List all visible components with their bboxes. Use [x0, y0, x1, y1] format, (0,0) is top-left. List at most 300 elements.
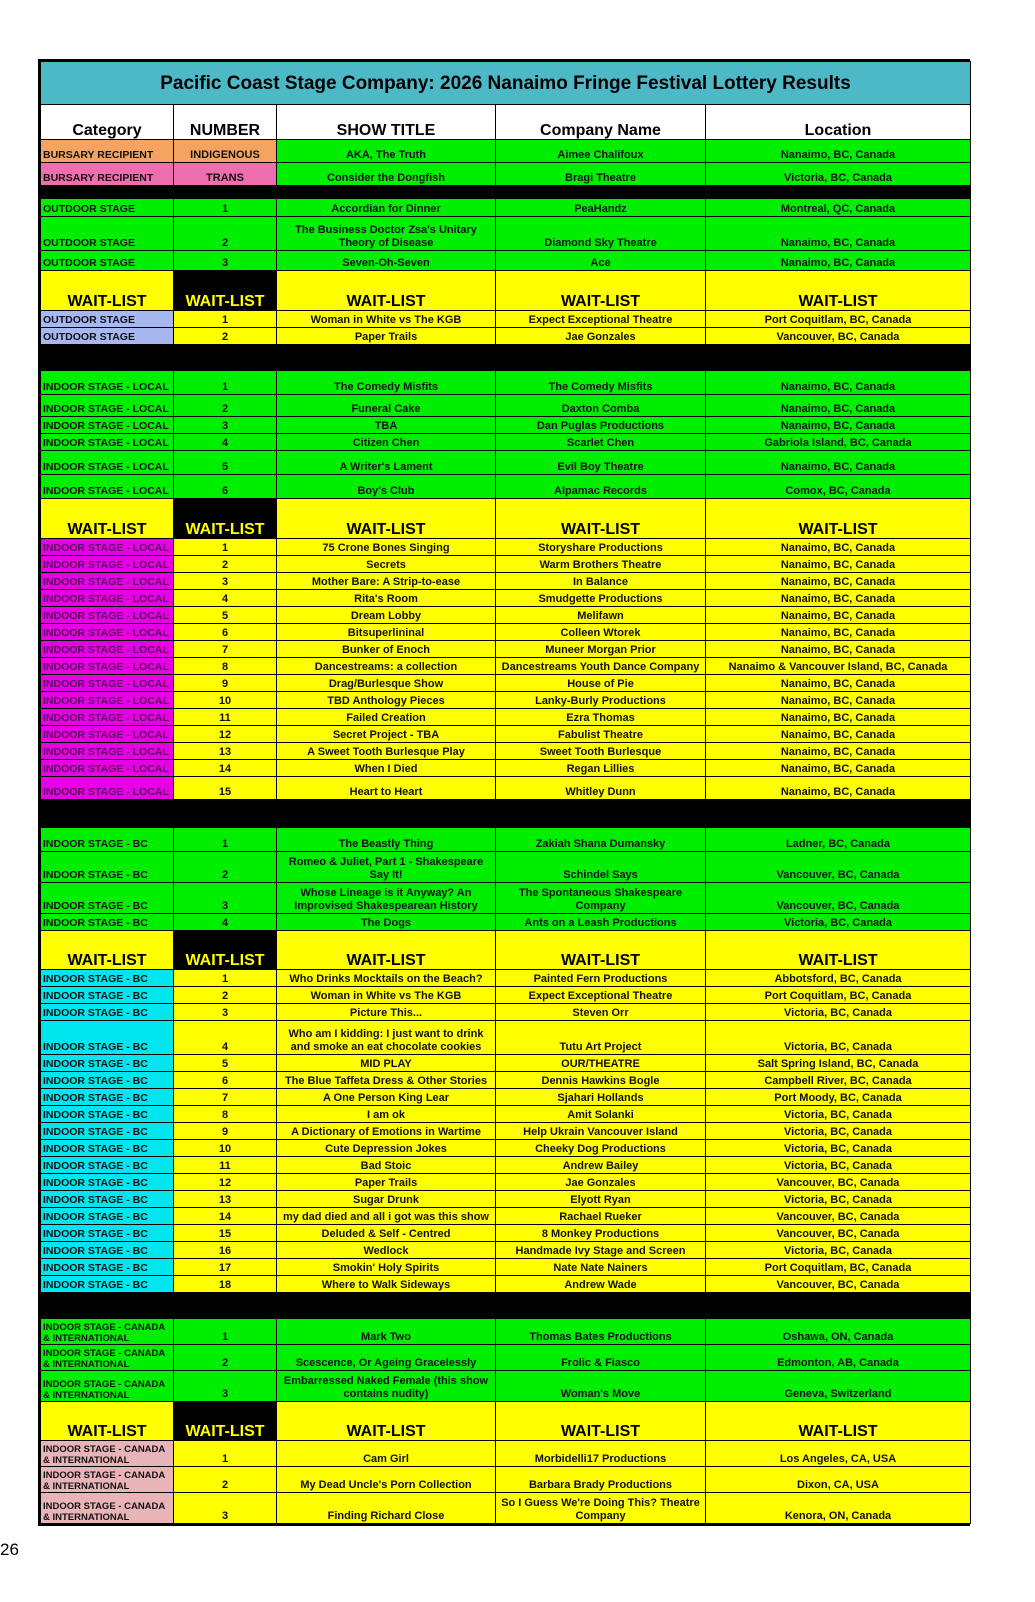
table-row [41, 556, 971, 573]
table-row [41, 709, 971, 726]
table-row [41, 417, 971, 434]
location-cell: Victoria, BC, Canada [706, 1140, 971, 1157]
company-cell: Barbara Brady Productions [496, 1467, 706, 1493]
category-cell: INDOOR STAGE - LOCAL [41, 590, 174, 607]
company-cell: Dan Puglas Productions [496, 417, 706, 434]
number-cell: 2 [174, 852, 277, 883]
number-cell: 2 [174, 328, 277, 345]
header-company-name: Company Name [496, 105, 706, 140]
location-cell: Nanaimo, BC, Canada [706, 641, 971, 658]
number-cell: 7 [174, 641, 277, 658]
table-row [41, 199, 971, 217]
show-title-cell: A One Person King Lear [277, 1089, 496, 1106]
table-row [41, 914, 971, 931]
category-cell: INDOOR STAGE - BC [41, 1174, 174, 1191]
number-cell: 6 [174, 1072, 277, 1089]
table-row [41, 163, 971, 186]
category-cell: INDOOR STAGE - LOCAL [41, 556, 174, 573]
category-cell: BURSARY RECIPIENT [41, 163, 174, 186]
separator-bar [41, 1293, 971, 1319]
show-title-cell: Where to Walk Sideways [277, 1276, 496, 1293]
location-cell: Nanaimo, BC, Canada [706, 217, 971, 251]
category-cell: INDOOR STAGE - BC [41, 1089, 174, 1106]
category-cell: INDOOR STAGE - BC [41, 1208, 174, 1225]
table-row [41, 251, 971, 271]
separator-bar [41, 800, 971, 828]
location-cell: Geneva, Switzerland [706, 1371, 971, 1402]
company-cell: The Spontaneous Shakespeare Company [496, 883, 706, 914]
location-cell: Los Angeles, CA, USA [706, 1441, 971, 1467]
sheet-title: Pacific Coast Stage Company: 2026 Nanaimo Fringe Festival Lottery Results [41, 62, 971, 105]
company-cell: Smudgette Productions [496, 590, 706, 607]
category-cell: INDOOR STAGE - BC [41, 1276, 174, 1293]
show-title-cell: The Beastly Thing [277, 828, 496, 852]
company-cell: Frolic & Fiasco [496, 1345, 706, 1371]
table-row [41, 760, 971, 777]
location-cell: Victoria, BC, Canada [706, 1021, 971, 1055]
waitlist-company: WAIT-LIST [496, 271, 706, 311]
number-cell: 14 [174, 760, 277, 777]
show-title-cell: Whose Lineage is it Anyway? An Improvised Shakespearean History [277, 883, 496, 914]
location-cell: Nanaimo, BC, Canada [706, 140, 971, 163]
section-separator [41, 186, 971, 199]
waitlist-location: WAIT-LIST [706, 931, 971, 970]
location-cell: Edmonton, AB, Canada [706, 1345, 971, 1371]
table-row [41, 675, 971, 692]
category-cell: BURSARY RECIPIENT [41, 140, 174, 163]
show-title-cell: Rita's Room [277, 590, 496, 607]
location-cell: Kenora, ON, Canada [706, 1493, 971, 1524]
company-cell: Aimee Chalifoux [496, 140, 706, 163]
company-cell: Tutu Art Project [496, 1021, 706, 1055]
number-cell: 1 [174, 1319, 277, 1345]
section-separator [41, 345, 971, 371]
number-cell: 4 [174, 434, 277, 451]
number-cell: 5 [174, 1055, 277, 1072]
table-row [41, 140, 971, 163]
company-cell: 8 Monkey Productions [496, 1225, 706, 1242]
table-row [41, 1004, 971, 1021]
waitlist-category: WAIT-LIST [41, 931, 174, 970]
company-cell: Diamond Sky Theatre [496, 217, 706, 251]
category-cell: INDOOR STAGE - LOCAL [41, 675, 174, 692]
location-cell: Gabriola Island, BC, Canada [706, 434, 971, 451]
number-cell: 3 [174, 251, 277, 271]
category-cell: OUTDOOR STAGE [41, 199, 174, 217]
company-cell: Steven Orr [496, 1004, 706, 1021]
number-cell: 6 [174, 475, 277, 499]
category-cell: INDOOR STAGE - CANADA & INTERNATIONAL [41, 1319, 174, 1345]
table-row [41, 1345, 971, 1371]
location-cell: Nanaimo, BC, Canada [706, 709, 971, 726]
company-cell: Alpamac Records [496, 475, 706, 499]
company-cell: Evil Boy Theatre [496, 451, 706, 475]
results-table [40, 61, 971, 1524]
number-cell: 8 [174, 658, 277, 675]
show-title-cell: Mother Bare: A Strip-to-ease [277, 573, 496, 590]
number-cell: 15 [174, 777, 277, 800]
page-number: 26 [0, 1540, 19, 1559]
category-cell: INDOOR STAGE - BC [41, 1242, 174, 1259]
location-cell: Dixon, CA, USA [706, 1467, 971, 1493]
table-row [41, 1276, 971, 1293]
category-cell: INDOOR STAGE - CANADA & INTERNATIONAL [41, 1493, 174, 1524]
number-cell: 9 [174, 1123, 277, 1140]
company-cell: Jae Gonzales [496, 328, 706, 345]
location-cell: Nanaimo, BC, Canada [706, 556, 971, 573]
show-title-cell: Romeo & Juliet, Part 1 - Shakespeare Say It! [277, 852, 496, 883]
company-cell: Scarlet Chen [496, 434, 706, 451]
show-title-cell: AKA, The Truth [277, 140, 496, 163]
category-cell: INDOOR STAGE - CANADA & INTERNATIONAL [41, 1441, 174, 1467]
location-cell: Victoria, BC, Canada [706, 914, 971, 931]
header-category: Category [41, 105, 174, 140]
company-cell: Fabulist Theatre [496, 726, 706, 743]
show-title-cell: Scescence, Or Ageing Gracelessly [277, 1345, 496, 1371]
show-title-cell: Drag/Burlesque Show [277, 675, 496, 692]
show-title-cell: Deluded & Self - Centred [277, 1225, 496, 1242]
number-cell: 13 [174, 743, 277, 760]
location-cell: Vancouver, BC, Canada [706, 1174, 971, 1191]
location-cell: Ladner, BC, Canada [706, 828, 971, 852]
waitlist-company: WAIT-LIST [496, 499, 706, 539]
location-cell: Campbell River, BC, Canada [706, 1072, 971, 1089]
number-cell: 5 [174, 607, 277, 624]
show-title-cell: Paper Trails [277, 328, 496, 345]
location-cell: Nanaimo & Vancouver Island, BC, Canada [706, 658, 971, 675]
show-title-cell: Dancestreams: a collection [277, 658, 496, 675]
waitlist-number: WAIT-LIST [174, 931, 277, 970]
waitlist-number: WAIT-LIST [174, 271, 277, 311]
waitlist-header-row [41, 499, 971, 539]
category-cell: INDOOR STAGE - LOCAL [41, 743, 174, 760]
waitlist-company: WAIT-LIST [496, 1402, 706, 1441]
company-cell: Woman's Move [496, 1371, 706, 1402]
category-cell: INDOOR STAGE - LOCAL [41, 641, 174, 658]
show-title-cell: Who Drinks Mocktails on the Beach? [277, 970, 496, 987]
company-cell: Melifawn [496, 607, 706, 624]
number-cell: 2 [174, 395, 277, 417]
number-cell: 4 [174, 590, 277, 607]
table-row [41, 451, 971, 475]
category-cell: INDOOR STAGE - LOCAL [41, 451, 174, 475]
show-title-cell: my dad died and all i got was this show [277, 1208, 496, 1225]
show-title-cell: The Blue Taffeta Dress & Other Stories [277, 1072, 496, 1089]
location-cell: Nanaimo, BC, Canada [706, 417, 971, 434]
waitlist-location: WAIT-LIST [706, 499, 971, 539]
company-cell: Elyott Ryan [496, 1191, 706, 1208]
number-cell: 13 [174, 1191, 277, 1208]
table-row [41, 1021, 971, 1055]
number-cell: 11 [174, 1157, 277, 1174]
location-cell: Nanaimo, BC, Canada [706, 777, 971, 800]
category-cell: INDOOR STAGE - LOCAL [41, 539, 174, 556]
location-cell: Oshawa, ON, Canada [706, 1319, 971, 1345]
category-cell: INDOOR STAGE - CANADA & INTERNATIONAL [41, 1467, 174, 1493]
category-cell: OUTDOOR STAGE [41, 328, 174, 345]
company-cell: Muneer Morgan Prior [496, 641, 706, 658]
table-row [41, 777, 971, 800]
category-cell: INDOOR STAGE - BC [41, 1140, 174, 1157]
company-cell: Amit Solanki [496, 1106, 706, 1123]
number-cell: 2 [174, 217, 277, 251]
category-cell: INDOOR STAGE - LOCAL [41, 417, 174, 434]
show-title-cell: MID PLAY [277, 1055, 496, 1072]
location-cell: Vancouver, BC, Canada [706, 852, 971, 883]
location-cell: Vancouver, BC, Canada [706, 1276, 971, 1293]
company-cell: Morbidelli17 Productions [496, 1441, 706, 1467]
category-cell: INDOOR STAGE - BC [41, 1123, 174, 1140]
table-row [41, 641, 971, 658]
show-title-cell: Citizen Chen [277, 434, 496, 451]
location-cell: Vancouver, BC, Canada [706, 883, 971, 914]
show-title-cell: Secrets [277, 556, 496, 573]
show-title-cell: Cute Depression Jokes [277, 1140, 496, 1157]
show-title-cell: Picture This... [277, 1004, 496, 1021]
show-title-cell: Consider the Dongfish [277, 163, 496, 186]
category-cell: INDOOR STAGE - CANADA & INTERNATIONAL [41, 1371, 174, 1402]
table-row [41, 1140, 971, 1157]
waitlist-show: WAIT-LIST [277, 1402, 496, 1441]
category-cell: INDOOR STAGE - LOCAL [41, 607, 174, 624]
number-cell: 1 [174, 539, 277, 556]
number-cell: 1 [174, 970, 277, 987]
category-cell: INDOOR STAGE - LOCAL [41, 709, 174, 726]
table-row [41, 658, 971, 675]
category-cell: OUTDOOR STAGE [41, 217, 174, 251]
number-cell: 3 [174, 1004, 277, 1021]
company-cell: Ants on a Leash Productions [496, 914, 706, 931]
location-cell: Nanaimo, BC, Canada [706, 743, 971, 760]
number-cell: 9 [174, 675, 277, 692]
company-cell: Schindel Says [496, 852, 706, 883]
category-cell: OUTDOOR STAGE [41, 311, 174, 328]
category-cell: INDOOR STAGE - BC [41, 1055, 174, 1072]
company-cell: Expect Exceptional Theatre [496, 311, 706, 328]
show-title-cell: Funeral Cake [277, 395, 496, 417]
company-cell: Sjahari Hollands [496, 1089, 706, 1106]
location-cell: Victoria, BC, Canada [706, 1242, 971, 1259]
waitlist-company: WAIT-LIST [496, 931, 706, 970]
category-cell: INDOOR STAGE - LOCAL [41, 573, 174, 590]
show-title-cell: Mark Two [277, 1319, 496, 1345]
company-cell: Expect Exceptional Theatre [496, 987, 706, 1004]
table-row [41, 1191, 971, 1208]
table-row [41, 1123, 971, 1140]
show-title-cell: Bad Stoic [277, 1157, 496, 1174]
section-separator [41, 800, 971, 828]
location-cell: Victoria, BC, Canada [706, 1106, 971, 1123]
title-row [41, 62, 971, 105]
lottery-results-sheet [38, 59, 970, 1526]
category-cell: INDOOR STAGE - BC [41, 1259, 174, 1276]
show-title-cell: Cam Girl [277, 1441, 496, 1467]
show-title-cell: A Writer's Lament [277, 451, 496, 475]
table-row [41, 1174, 971, 1191]
company-cell: Andrew Wade [496, 1276, 706, 1293]
company-cell: OUR/THEATRE [496, 1055, 706, 1072]
number-cell: 1 [174, 1441, 277, 1467]
table-row [41, 828, 971, 852]
table-row [41, 692, 971, 709]
category-cell: INDOOR STAGE - BC [41, 1021, 174, 1055]
company-cell: Whitley Dunn [496, 777, 706, 800]
location-cell: Abbotsford, BC, Canada [706, 970, 971, 987]
show-title-cell: Smokin' Holy Spirits [277, 1259, 496, 1276]
show-title-cell: Secret Project - TBA [277, 726, 496, 743]
show-title-cell: Accordian for Dinner [277, 199, 496, 217]
table-row [41, 970, 971, 987]
category-cell: INDOOR STAGE - BC [41, 883, 174, 914]
company-cell: Handmade Ivy Stage and Screen [496, 1242, 706, 1259]
waitlist-category: WAIT-LIST [41, 1402, 174, 1441]
category-cell: INDOOR STAGE - LOCAL [41, 658, 174, 675]
table-row [41, 1157, 971, 1174]
number-cell: 2 [174, 556, 277, 573]
category-cell: INDOOR STAGE - BC [41, 970, 174, 987]
location-cell: Port Coquitlam, BC, Canada [706, 987, 971, 1004]
company-cell: Help Ukrain Vancouver Island [496, 1123, 706, 1140]
category-cell: INDOOR STAGE - BC [41, 914, 174, 931]
number-cell: 1 [174, 311, 277, 328]
location-cell: Salt Spring Island, BC, Canada [706, 1055, 971, 1072]
number-cell: TRANS [174, 163, 277, 186]
table-row [41, 743, 971, 760]
show-title-cell: The Dogs [277, 914, 496, 931]
number-cell: 5 [174, 451, 277, 475]
number-cell: 4 [174, 914, 277, 931]
number-cell: 3 [174, 417, 277, 434]
number-cell: 12 [174, 1174, 277, 1191]
header-show-title: SHOW TITLE [277, 105, 496, 140]
location-cell: Nanaimo, BC, Canada [706, 624, 971, 641]
location-cell: Victoria, BC, Canada [706, 163, 971, 186]
company-cell: Sweet Tooth Burlesque [496, 743, 706, 760]
company-cell: Ace [496, 251, 706, 271]
company-cell: Dennis Hawkins Bogle [496, 1072, 706, 1089]
category-cell: INDOOR STAGE - LOCAL [41, 624, 174, 641]
number-cell: 8 [174, 1106, 277, 1123]
table-row [41, 726, 971, 743]
show-title-cell: Embarressed Naked Female (this show contains nudity) [277, 1371, 496, 1402]
location-cell: Nanaimo, BC, Canada [706, 371, 971, 395]
location-cell: Vancouver, BC, Canada [706, 1208, 971, 1225]
show-title-cell: The Business Doctor Zsa's Unitary Theory of Disease [277, 217, 496, 251]
waitlist-show: WAIT-LIST [277, 931, 496, 970]
table-row [41, 1208, 971, 1225]
location-cell: Port Moody, BC, Canada [706, 1089, 971, 1106]
company-cell: Bragi Theatre [496, 163, 706, 186]
number-cell: 6 [174, 624, 277, 641]
number-cell: 2 [174, 987, 277, 1004]
show-title-cell: Failed Creation [277, 709, 496, 726]
table-row [41, 328, 971, 345]
show-title-cell: A Sweet Tooth Burlesque Play [277, 743, 496, 760]
table-row [41, 1055, 971, 1072]
company-cell: Daxton Comba [496, 395, 706, 417]
location-cell: Port Coquitlam, BC, Canada [706, 1259, 971, 1276]
table-row [41, 395, 971, 417]
header-row [41, 105, 971, 140]
number-cell: 18 [174, 1276, 277, 1293]
separator-bar [41, 345, 971, 371]
waitlist-location: WAIT-LIST [706, 1402, 971, 1441]
table-row [41, 1493, 971, 1524]
location-cell: Nanaimo, BC, Canada [706, 573, 971, 590]
location-cell: Port Coquitlam, BC, Canada [706, 311, 971, 328]
number-cell: 14 [174, 1208, 277, 1225]
number-cell: 2 [174, 1467, 277, 1493]
number-cell: 11 [174, 709, 277, 726]
header-location: Location [706, 105, 971, 140]
show-title-cell: Who am I kidding: I just want to drink and smoke an eat chocolate cookies [277, 1021, 496, 1055]
number-cell: 12 [174, 726, 277, 743]
company-cell: House of Pie [496, 675, 706, 692]
company-cell: Painted Fern Productions [496, 970, 706, 987]
table-row [41, 1467, 971, 1493]
table-row [41, 1242, 971, 1259]
waitlist-category: WAIT-LIST [41, 271, 174, 311]
table-row [41, 852, 971, 883]
number-cell: 3 [174, 573, 277, 590]
show-title-cell: A Dictionary of Emotions in Wartime [277, 1123, 496, 1140]
table-row [41, 434, 971, 451]
number-cell: 17 [174, 1259, 277, 1276]
table-row [41, 607, 971, 624]
category-cell: INDOOR STAGE - LOCAL [41, 692, 174, 709]
number-cell: 3 [174, 1493, 277, 1524]
table-row [41, 883, 971, 914]
waitlist-show: WAIT-LIST [277, 499, 496, 539]
waitlist-number: WAIT-LIST [174, 1402, 277, 1441]
show-title-cell: When I Died [277, 760, 496, 777]
category-cell: INDOOR STAGE - BC [41, 852, 174, 883]
waitlist-header-row [41, 1402, 971, 1441]
category-cell: INDOOR STAGE - BC [41, 1106, 174, 1123]
waitlist-show: WAIT-LIST [277, 271, 496, 311]
location-cell: Montreal, QC, Canada [706, 199, 971, 217]
show-title-cell: My Dead Uncle's Porn Collection [277, 1467, 496, 1493]
number-cell: 3 [174, 1371, 277, 1402]
table-row [41, 1319, 971, 1345]
waitlist-location: WAIT-LIST [706, 271, 971, 311]
table-row [41, 1441, 971, 1467]
category-cell: INDOOR STAGE - LOCAL [41, 434, 174, 451]
company-cell: PeaHandz [496, 199, 706, 217]
table-row [41, 475, 971, 499]
table-row [41, 1106, 971, 1123]
waitlist-header-row [41, 931, 971, 970]
category-cell: INDOOR STAGE - BC [41, 1072, 174, 1089]
number-cell: 2 [174, 1345, 277, 1371]
location-cell: Victoria, BC, Canada [706, 1157, 971, 1174]
show-title-cell: Bitsuperlininal [277, 624, 496, 641]
category-cell: INDOOR STAGE - LOCAL [41, 726, 174, 743]
company-cell: Ezra Thomas [496, 709, 706, 726]
category-cell: INDOOR STAGE - BC [41, 987, 174, 1004]
header-number: NUMBER [174, 105, 277, 140]
location-cell: Nanaimo, BC, Canada [706, 607, 971, 624]
category-cell: INDOOR STAGE - CANADA & INTERNATIONAL [41, 1345, 174, 1371]
category-cell: INDOOR STAGE - BC [41, 1191, 174, 1208]
show-title-cell: I am ok [277, 1106, 496, 1123]
number-cell: 1 [174, 371, 277, 395]
company-cell: Zakiah Shana Dumansky [496, 828, 706, 852]
number-cell: 7 [174, 1089, 277, 1106]
number-cell: INDIGENOUS [174, 140, 277, 163]
location-cell: Comox, BC, Canada [706, 475, 971, 499]
location-cell: Nanaimo, BC, Canada [706, 251, 971, 271]
